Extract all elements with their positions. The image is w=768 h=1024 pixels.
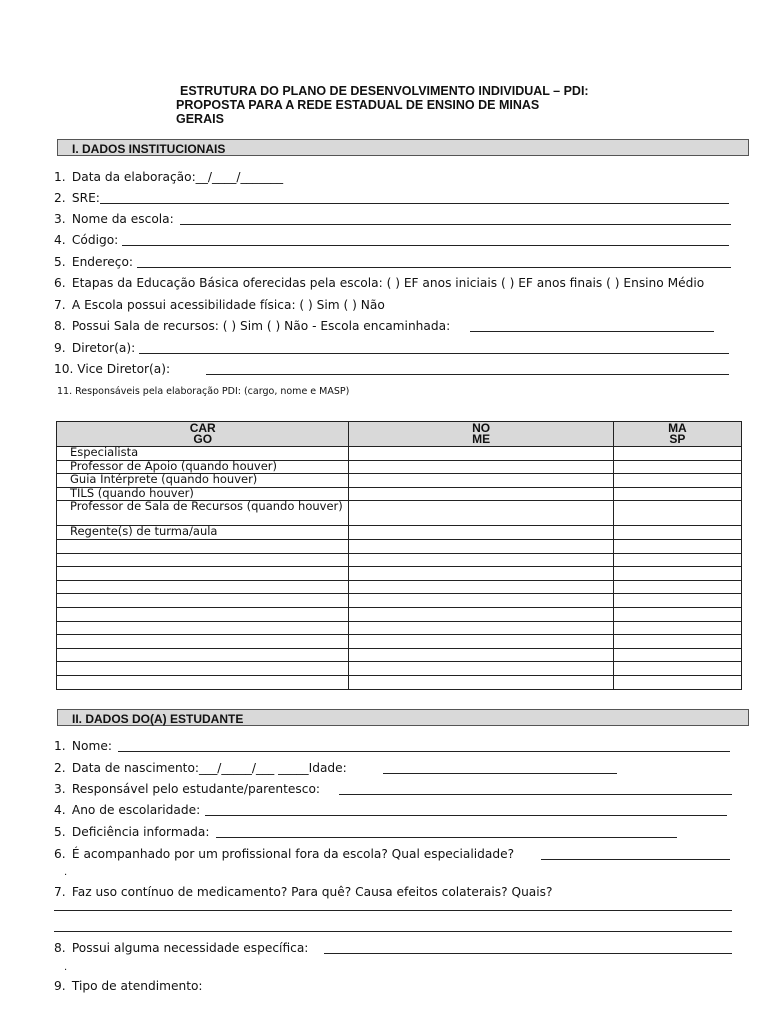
table-row — [57, 675, 742, 689]
section-institutional-header — [57, 139, 749, 156]
item-number: 3. — [54, 212, 66, 226]
name-cell[interactable] — [349, 594, 613, 608]
masp-cell[interactable] — [613, 580, 741, 594]
name-cell[interactable] — [349, 447, 613, 461]
form-item-medication[interactable] — [54, 884, 552, 900]
section-institutional-title: I. DADOS INSTITUCIONAIS — [72, 142, 226, 156]
table-row — [57, 635, 742, 649]
cargo-cell[interactable] — [57, 580, 349, 594]
name-cell[interactable] — [349, 635, 613, 649]
director-fill-line[interactable] — [139, 353, 729, 354]
table-header-row — [57, 422, 742, 447]
form-item-resource-room[interactable] — [54, 318, 450, 334]
cargo-cell[interactable] — [57, 621, 349, 635]
masp-cell[interactable] — [613, 526, 741, 540]
masp-cell[interactable] — [613, 675, 741, 689]
disability-fill-line[interactable] — [216, 837, 677, 838]
masp-cell[interactable] — [613, 460, 741, 474]
cargo-cell: Especialista — [57, 447, 349, 461]
table-row — [57, 539, 742, 553]
form-item-school-name[interactable] — [54, 211, 174, 227]
item-number: 1. — [54, 739, 66, 753]
form-item-guardian[interactable] — [54, 781, 320, 797]
item-label: Responsável pelo estudante/parentesco: — [71, 782, 321, 796]
table-row — [57, 526, 742, 540]
item-label: Etapas da Educação Básica oferecidas pela escola: ( ) EF anos iniciais ( ) EF anos finais ( ) Ensino Médio — [71, 276, 705, 290]
masp-cell[interactable] — [613, 553, 741, 567]
form-item-school-year[interactable] — [54, 802, 200, 818]
table-row — [57, 662, 742, 676]
item-number: 6. — [54, 276, 66, 290]
masp-cell[interactable] — [613, 447, 741, 461]
cargo-cell[interactable] — [57, 607, 349, 621]
table-row — [57, 553, 742, 567]
item-number: 3. — [54, 782, 66, 796]
item-number: 7. — [54, 298, 66, 312]
form-item-code[interactable] — [54, 232, 118, 248]
item-label: A Escola possui acessibilidade física: ( ) Sim ( ) Não — [71, 298, 385, 312]
name-cell[interactable] — [349, 460, 613, 474]
item-number: 5. — [54, 255, 66, 269]
item-number: 2. — [54, 761, 66, 775]
form-item-accessibility[interactable] — [54, 297, 385, 313]
form-item-education-stages[interactable] — [54, 275, 704, 291]
resource-school-fill-line[interactable] — [470, 331, 714, 332]
bullet-dot: . — [64, 867, 68, 878]
form-item-birth-date[interactable] — [54, 760, 347, 776]
form-item-service-type[interactable] — [54, 978, 203, 994]
cargo-cell: Professor de Apoio (quando houver) — [57, 460, 349, 474]
masp-cell[interactable] — [613, 621, 741, 635]
responsibles-table — [56, 421, 742, 690]
name-cell[interactable] — [349, 487, 613, 501]
table-row — [57, 580, 742, 594]
masp-cell[interactable] — [613, 539, 741, 553]
item-label: Nome: — [71, 739, 112, 753]
form-item-address[interactable] — [54, 254, 133, 270]
item-label: Código: — [71, 233, 119, 247]
table-row — [57, 648, 742, 662]
masp-cell[interactable] — [613, 501, 741, 526]
item-label: Faz uso contínuo de medicamento? Para quê? Causa efeitos colaterais? Quais? — [71, 885, 553, 899]
masp-cell[interactable] — [613, 567, 741, 581]
name-cell[interactable] — [349, 567, 613, 581]
name-cell[interactable] — [349, 675, 613, 689]
school-name-fill-line[interactable] — [180, 224, 731, 225]
item-number: 10. — [54, 362, 74, 376]
name-cell[interactable] — [349, 501, 613, 526]
column-header-nome: NO ME — [349, 422, 613, 447]
item-label: Tipo de atendimento: — [71, 979, 203, 993]
item-number: 7. — [54, 885, 66, 899]
item-number: 6. — [54, 847, 66, 861]
cargo-cell[interactable] — [57, 567, 349, 581]
form-item-disability[interactable] — [54, 824, 209, 840]
item-number: 9. — [54, 979, 66, 993]
form-item-director[interactable] — [54, 340, 135, 356]
doc-title-line-1: ESTRUTURA DO PLANO DE DESENVOLVIMENTO INDIVIDUAL – PDI: — [180, 84, 589, 98]
medication-fill-line-1[interactable] — [54, 910, 732, 911]
item-number: 4. — [54, 233, 66, 247]
name-cell[interactable] — [349, 553, 613, 567]
item-label: Endereço: — [71, 255, 134, 269]
cargo-cell[interactable] — [57, 675, 349, 689]
name-cell[interactable] — [349, 621, 613, 635]
name-cell[interactable] — [349, 607, 613, 621]
form-item-elaboration-date[interactable] — [54, 169, 283, 185]
masp-cell[interactable] — [613, 648, 741, 662]
section-student-title: II. DADOS DO(A) ESTUDANTE — [72, 712, 244, 726]
masp-cell[interactable] — [613, 594, 741, 608]
item-number: 5. — [54, 825, 66, 839]
item-number: 8. — [54, 941, 66, 955]
table-row — [57, 607, 742, 621]
table-row — [57, 501, 742, 526]
cargo-cell[interactable] — [57, 539, 349, 553]
name-cell[interactable] — [349, 526, 613, 540]
item-number: 4. — [54, 803, 66, 817]
bullet-dot: . — [64, 962, 68, 973]
table-row — [57, 621, 742, 635]
name-cell[interactable] — [349, 580, 613, 594]
medication-fill-line-2[interactable] — [54, 931, 732, 932]
code-fill-line[interactable] — [122, 245, 729, 246]
cargo-cell[interactable] — [57, 662, 349, 676]
masp-cell[interactable] — [613, 474, 741, 488]
item-label: É acompanhado por um profissional fora da escola? Qual especialidade? — [71, 847, 515, 861]
cargo-cell[interactable] — [57, 635, 349, 649]
masp-cell[interactable] — [613, 635, 741, 649]
doc-title-line-2: PROPOSTA PARA A REDE ESTADUAL DE ENSINO DE MINAS — [176, 98, 540, 112]
sre-fill-line[interactable] — [100, 203, 729, 204]
masp-cell[interactable] — [613, 662, 741, 676]
name-cell[interactable] — [349, 648, 613, 662]
table-row — [57, 567, 742, 581]
student-name-fill-line[interactable] — [118, 751, 730, 752]
form-item-vice-director[interactable] — [54, 361, 170, 377]
masp-cell[interactable] — [613, 487, 741, 501]
name-cell[interactable] — [349, 539, 613, 553]
item-number: 1. — [54, 170, 66, 184]
name-cell[interactable] — [349, 474, 613, 488]
item-label: Nome da escola: — [71, 212, 174, 226]
item-label: Possui alguma necessidade específica: — [71, 941, 309, 955]
item-label: Data da elaboração:__/____/_______ — [71, 170, 284, 184]
cargo-cell: Guia Intérprete (quando houver) — [57, 474, 349, 488]
item-number: 2. — [54, 191, 66, 205]
form-item-external-professional[interactable] — [54, 846, 514, 862]
name-cell[interactable] — [349, 662, 613, 676]
doc-title-line-3: GERAIS — [176, 112, 224, 126]
item-number: 8. — [54, 319, 66, 333]
form-item-specific-need[interactable] — [54, 940, 308, 956]
item-number: 9. — [54, 341, 66, 355]
cargo-cell[interactable] — [57, 594, 349, 608]
age-fill-line[interactable] — [383, 773, 617, 774]
cargo-cell: Regente(s) de turma/aula — [57, 526, 349, 540]
item-label: Ano de escolaridade: — [71, 803, 201, 817]
table-row — [57, 594, 742, 608]
guardian-fill-line[interactable] — [339, 794, 732, 795]
cargo-cell: TILS (quando houver) — [57, 487, 349, 501]
school-year-fill-line[interactable] — [205, 815, 727, 816]
cargo-cell[interactable] — [57, 648, 349, 662]
specialty-fill-line[interactable] — [541, 859, 730, 860]
section-student-header — [57, 709, 749, 726]
column-header-cargo: CAR GO — [57, 422, 349, 447]
item-label: Data de nascimento:___/_____/___ _____Idade: — [71, 761, 347, 775]
address-fill-line[interactable] — [137, 267, 731, 268]
item-label: Possui Sala de recursos: ( ) Sim ( ) Não - Escola encaminhada: — [71, 319, 451, 333]
item-label: Deficiência informada: — [71, 825, 210, 839]
form-item-sre[interactable] — [54, 190, 100, 206]
vice-director-fill-line[interactable] — [206, 374, 729, 375]
form-item-student-name[interactable] — [54, 738, 112, 754]
column-header-masp: MA SP — [613, 422, 741, 447]
responsibles-note: 11. Responsáveis pela elaboração PDI: (cargo, nome e MASP) — [57, 386, 350, 397]
cargo-cell: Professor de Sala de Recursos (quando houver) — [57, 501, 349, 526]
item-label: Diretor(a): — [71, 341, 136, 355]
item-label: Vice Diretor(a): — [77, 362, 171, 376]
masp-cell[interactable] — [613, 607, 741, 621]
specific-need-fill-line[interactable] — [324, 953, 732, 954]
item-label: SRE: — [71, 191, 100, 205]
cargo-cell[interactable] — [57, 553, 349, 567]
